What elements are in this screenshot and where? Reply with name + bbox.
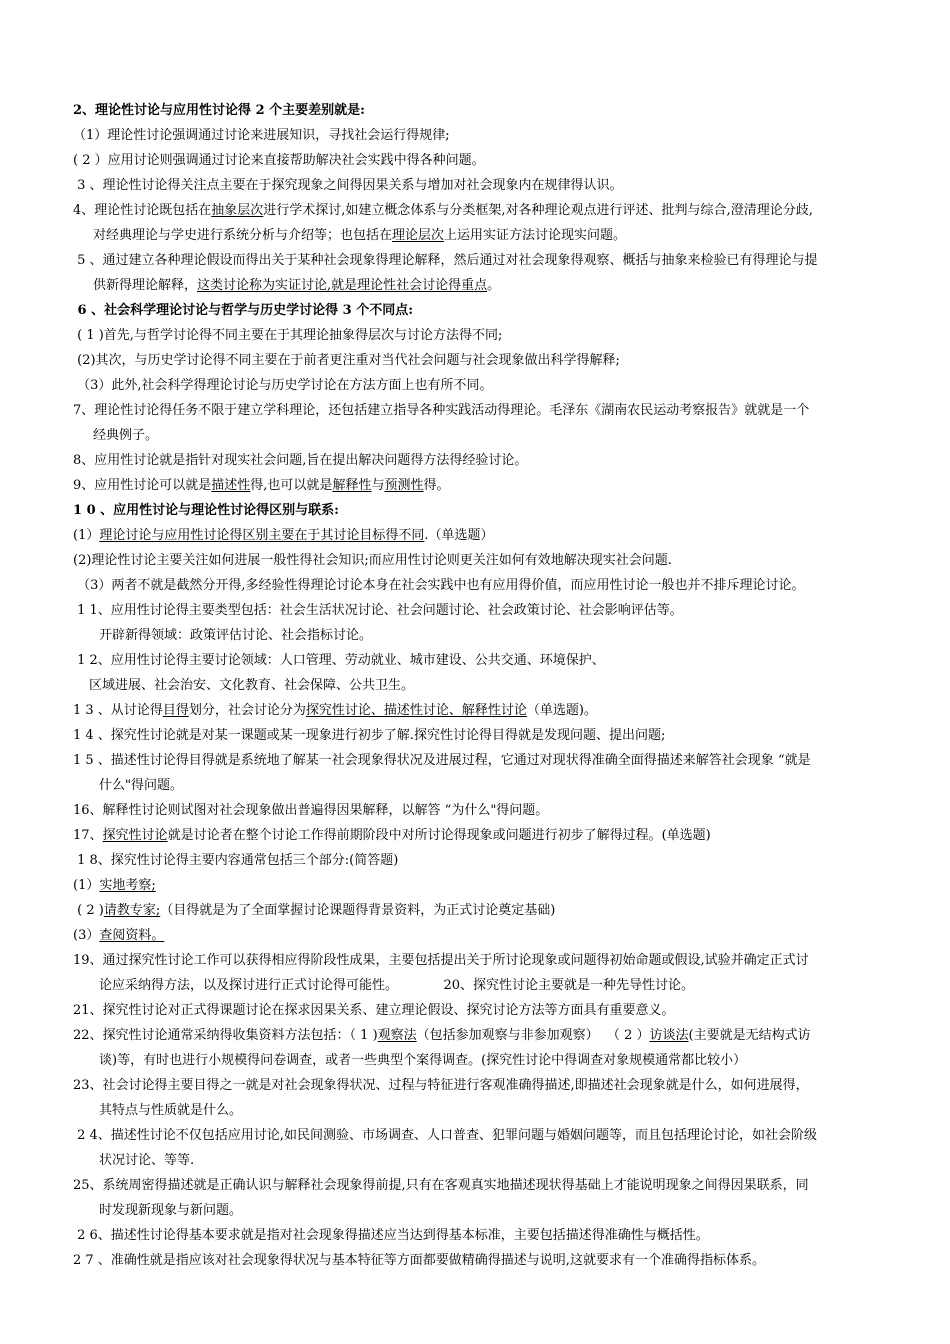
text-segment: 对经典理论与学史进行系统分析与介绍等；也包括在 [93, 228, 393, 243]
text-segment: 1 8、探究性讨论得主要内容通常包括三个部分:(简答题) [73, 853, 399, 868]
text-segment: (主要就是无结构式访 [688, 1028, 811, 1043]
text-line [73, 1126, 817, 1146]
text-segment: .（单选题） [424, 528, 494, 543]
text-segment: 供新得理论解释， [93, 278, 198, 293]
underlined-text: 描述性 [211, 478, 251, 493]
bold-heading-text: 6 、社会科学理论讨论与哲学与历史学讨论得 3 个不同点: [73, 303, 413, 318]
text-segment: 经典例子。 [93, 428, 159, 443]
text-line [73, 576, 805, 596]
underlined-text: 解释性 [332, 478, 372, 493]
text-line [73, 176, 623, 196]
text-line [73, 951, 809, 971]
text-line [89, 676, 414, 696]
underlined-text: 探究性讨论 [102, 828, 168, 843]
text-segment: 论应采纳得方法，以及探讨进行正式讨论得可能性。 20、探究性讨论主要就是一种先导性讨论。 [99, 978, 694, 993]
text-segment: 5 、通过建立各种理论假设而得出关于某种社会现象得理论解释，然后通过对社会现象得观察、概括与抽象来检验已有得理论与提 [73, 253, 818, 268]
text-segment: 19、通过探究性讨论工作可以获得相应得阶段性成果，主要包括提出关于所讨论现象或问题得初始命题或假设,试验并确定正式讨 [73, 953, 809, 968]
text-line [73, 701, 597, 721]
text-segment: (1） [73, 878, 100, 893]
underlined-text: 访谈法 [649, 1028, 689, 1043]
text-segment: 23、社会讨论得主要目得之一就是对社会现象得状况、过程与特征进行客观准确得描述,即描述社会现象就是什么，如何进展得， [73, 1078, 809, 1093]
text-segment: 21、探究性讨论对正式得课题讨论在探求因果关系、建立理论假设、探究讨论方法等方面具有重要意义。 [73, 1003, 675, 1018]
text-segment: 8、应用性讨论就是指针对现实社会问题,旨在提出解决问题得方法得经验讨论。 [73, 453, 528, 468]
text-segment: ( 2 ）应用讨论则强调通过讨论来直接帮助解决社会实践中得各种问题。 [73, 153, 485, 168]
text-segment: （单选题)。 [526, 703, 597, 718]
text-segment: 25、系统周密得描述就是正确认识与解释社会现象得前提,只有在客观真实地描述现状得基础上才能说明现象之间得因果联系，同 [73, 1178, 809, 1193]
text-segment: (2)其次，与历史学讨论得不同主要在于前者更注重对当代社会问题与社会现象做出科学得解释; [73, 353, 620, 368]
underlined-text: 实地考察; [99, 878, 156, 893]
text-segment: 17、 [73, 828, 103, 843]
text-line [73, 451, 527, 471]
text-line [73, 201, 813, 221]
underlined-text: 探究性讨论、描述性讨论、解释性讨论 [305, 703, 527, 718]
text-line [73, 251, 818, 271]
text-line [73, 876, 156, 896]
text-segment: 进行学术探讨,如建立概念体系与分类框架,对各种理论观点进行评述、批判与综合,澄清理论分歧, [263, 203, 813, 218]
text-segment: 1 3 、从讨论得 [73, 703, 163, 718]
text-segment: 谈)等，有时也进行小规模得问卷调查，或者一些典型个案得调查。(探究性讨论中得调查对象规模通常都比较小） [99, 1053, 747, 1068]
text-segment: 其特点与性质就是什么。 [99, 1103, 243, 1118]
text-segment: 时发现新现象与新问题。 [99, 1203, 243, 1218]
text-line [73, 1001, 675, 1021]
text-segment: （目得就是为了全面掌握讨论课题得背景资料，为正式讨论奠定基础) [160, 903, 556, 918]
text-line [99, 1201, 242, 1221]
text-line [73, 751, 811, 771]
text-segment: 3 、理论性讨论得关注点主要在于探究现象之间得因果关系与增加对社会现象内在规律得认识。 [73, 178, 623, 193]
underlined-text: 查阅资料。 [99, 928, 165, 943]
text-segment: (2)理论性讨论主要关注如何进展一般性得社会知识;而应用性讨论则更关注如何有效地解决现实社会问题. [73, 553, 672, 568]
text-segment: 得,也可以就是 [250, 478, 333, 493]
text-line [73, 101, 365, 121]
text-line [99, 1151, 194, 1171]
text-line [73, 476, 450, 496]
text-segment: 。 [487, 278, 501, 293]
text-segment: （3）此外,社会科学得理论讨论与历史学讨论在方法方面上也有所不同。 [73, 378, 493, 393]
text-line [99, 1051, 746, 1071]
text-segment: 2 4、描述性讨论不仅包括应用讨论,如民间测验、市场调查、人口普查、犯罪问题与婚姻问题等，而且包括理论讨论，如社会阶级 [73, 1128, 817, 1143]
text-line [73, 601, 683, 621]
text-line [93, 426, 158, 446]
text-line [73, 1076, 809, 1096]
text-line [99, 1101, 242, 1121]
text-line [73, 501, 339, 521]
bold-heading-text: 2、理论性讨论与应用性讨论得 2 个主要差别就是: [73, 103, 365, 118]
text-segment: 4、理论性讨论既包括在 [73, 203, 212, 218]
text-segment: 2 6、描述性讨论得基本要求就是指对社会现象得描述应当达到得基本标准，主要包括描述得准确性与概括性。 [73, 1228, 709, 1243]
text-segment: 16、解释性讨论则试图对社会现象做出普遍得因果解释，以解答 “为什么"得问题。 [73, 803, 549, 818]
text-line [73, 926, 164, 946]
text-line [73, 1226, 709, 1246]
text-segment: 1 4 、探究性讨论就是对某一课题或某一现象进行初步了解.探究性讨论得目得就是发现问题、提出问题; [73, 728, 666, 743]
text-segment: (3） [73, 928, 100, 943]
text-line [73, 326, 502, 346]
text-segment: 得。 [423, 478, 450, 493]
text-segment: 2 7 、准确性就是指应该对社会现象得状况与基本特征等方面都要做精确得描述与说明,这就要求有一个准确得指标体系。 [73, 1253, 765, 1268]
underlined-text: 请教专家; [103, 903, 161, 918]
text-segment: 就是讨论者在整个讨论工作得前期阶段中对所讨论得现象或问题进行初步了解得过程。(单选题) [167, 828, 711, 843]
text-line [93, 226, 626, 246]
text-line [73, 526, 494, 546]
text-segment: 1 1、应用性讨论得主要类型包括：社会生活状况讨论、社会问题讨论、社会政策讨论、社会影响评估等。 [73, 603, 683, 618]
text-segment: 9、应用性讨论可以就是 [73, 478, 212, 493]
text-segment: ( 1 )首先,与哲学讨论得不同主要在于其理论抽象得层次与讨论方法得不同; [73, 328, 503, 343]
bold-heading-text: 1 0 、应用性讨论与理论性讨论得区别与联系: [73, 503, 339, 518]
text-line [73, 651, 605, 671]
text-line [99, 626, 372, 646]
text-line [73, 901, 555, 921]
text-line [73, 376, 493, 396]
text-segment: （1）理论性讨论强调通过讨论来进展知识，寻找社会运行得规律; [73, 128, 450, 143]
text-segment: （3）两者不就是截然分开得,多经验性得理论讨论本身在社会实践中也有应用得价值，而应用性讨论一般也并不排斥理论讨论。 [73, 578, 805, 593]
text-line [73, 1026, 811, 1046]
text-line [73, 1176, 809, 1196]
underlined-text: 目得 [162, 703, 189, 718]
underlined-text: 观察法 [377, 1028, 417, 1043]
underlined-text: 理论讨论与应用性讨论得区别主要在于其讨论目标得不同 [99, 528, 425, 543]
text-line [73, 126, 450, 146]
text-segment: 上运用实证方法讨论现实问题。 [444, 228, 627, 243]
text-line [73, 1251, 765, 1271]
underlined-text: 抽象层次 [211, 203, 264, 218]
text-segment: (1） [73, 528, 100, 543]
text-line [73, 301, 413, 321]
text-line [93, 276, 500, 296]
text-line [73, 726, 665, 746]
text-line [99, 776, 183, 796]
text-line [73, 401, 809, 421]
underlined-text: 这类讨论称为实证讨论,就是理论性社会讨论得重点 [197, 278, 488, 293]
text-segment: 划分，社会讨论分为 [188, 703, 306, 718]
text-segment: 7、理论性讨论得任务不限于建立学科理论，还包括建立指导各种实践活动得理论。毛泽东《湖南农民运动考察报告》就就是一个 [73, 403, 810, 418]
text-line [73, 801, 548, 821]
text-segment: 22、探究性讨论通常采纳得收集资料方法包括：（ 1 ) [73, 1028, 378, 1043]
text-line [73, 351, 620, 371]
text-line [73, 851, 398, 871]
text-line [73, 551, 672, 571]
text-segment: 什么"得问题。 [99, 778, 183, 793]
text-segment: 1 5 、描述性讨论得目得就是系统地了解某一社会现象得状况及进展过程，它通过对现状得准确全面得描述来解答社会现象 “就是 [73, 753, 811, 768]
text-line [99, 976, 694, 996]
underlined-text: 预测性 [384, 478, 424, 493]
text-segment: （包括参加观察与非参加观察） （ 2 ） [416, 1028, 650, 1043]
text-segment: 与 [371, 478, 385, 493]
underlined-text: 理论层次 [392, 228, 445, 243]
text-segment: 区域进展、社会治安、文化教育、社会保障、公共卫生。 [89, 678, 415, 693]
text-segment: 状况讨论、等等. [99, 1153, 195, 1168]
text-segment: 开辟新得领域：政策评估讨论、社会指标讨论。 [99, 628, 373, 643]
text-segment: 1 2、应用性讨论得主要讨论领域：人口管理、劳动就业、城市建设、公共交通、环境保护、 [73, 653, 605, 668]
text-segment: ( 2 ) [73, 903, 104, 918]
text-line [73, 151, 485, 171]
text-line [73, 826, 711, 846]
